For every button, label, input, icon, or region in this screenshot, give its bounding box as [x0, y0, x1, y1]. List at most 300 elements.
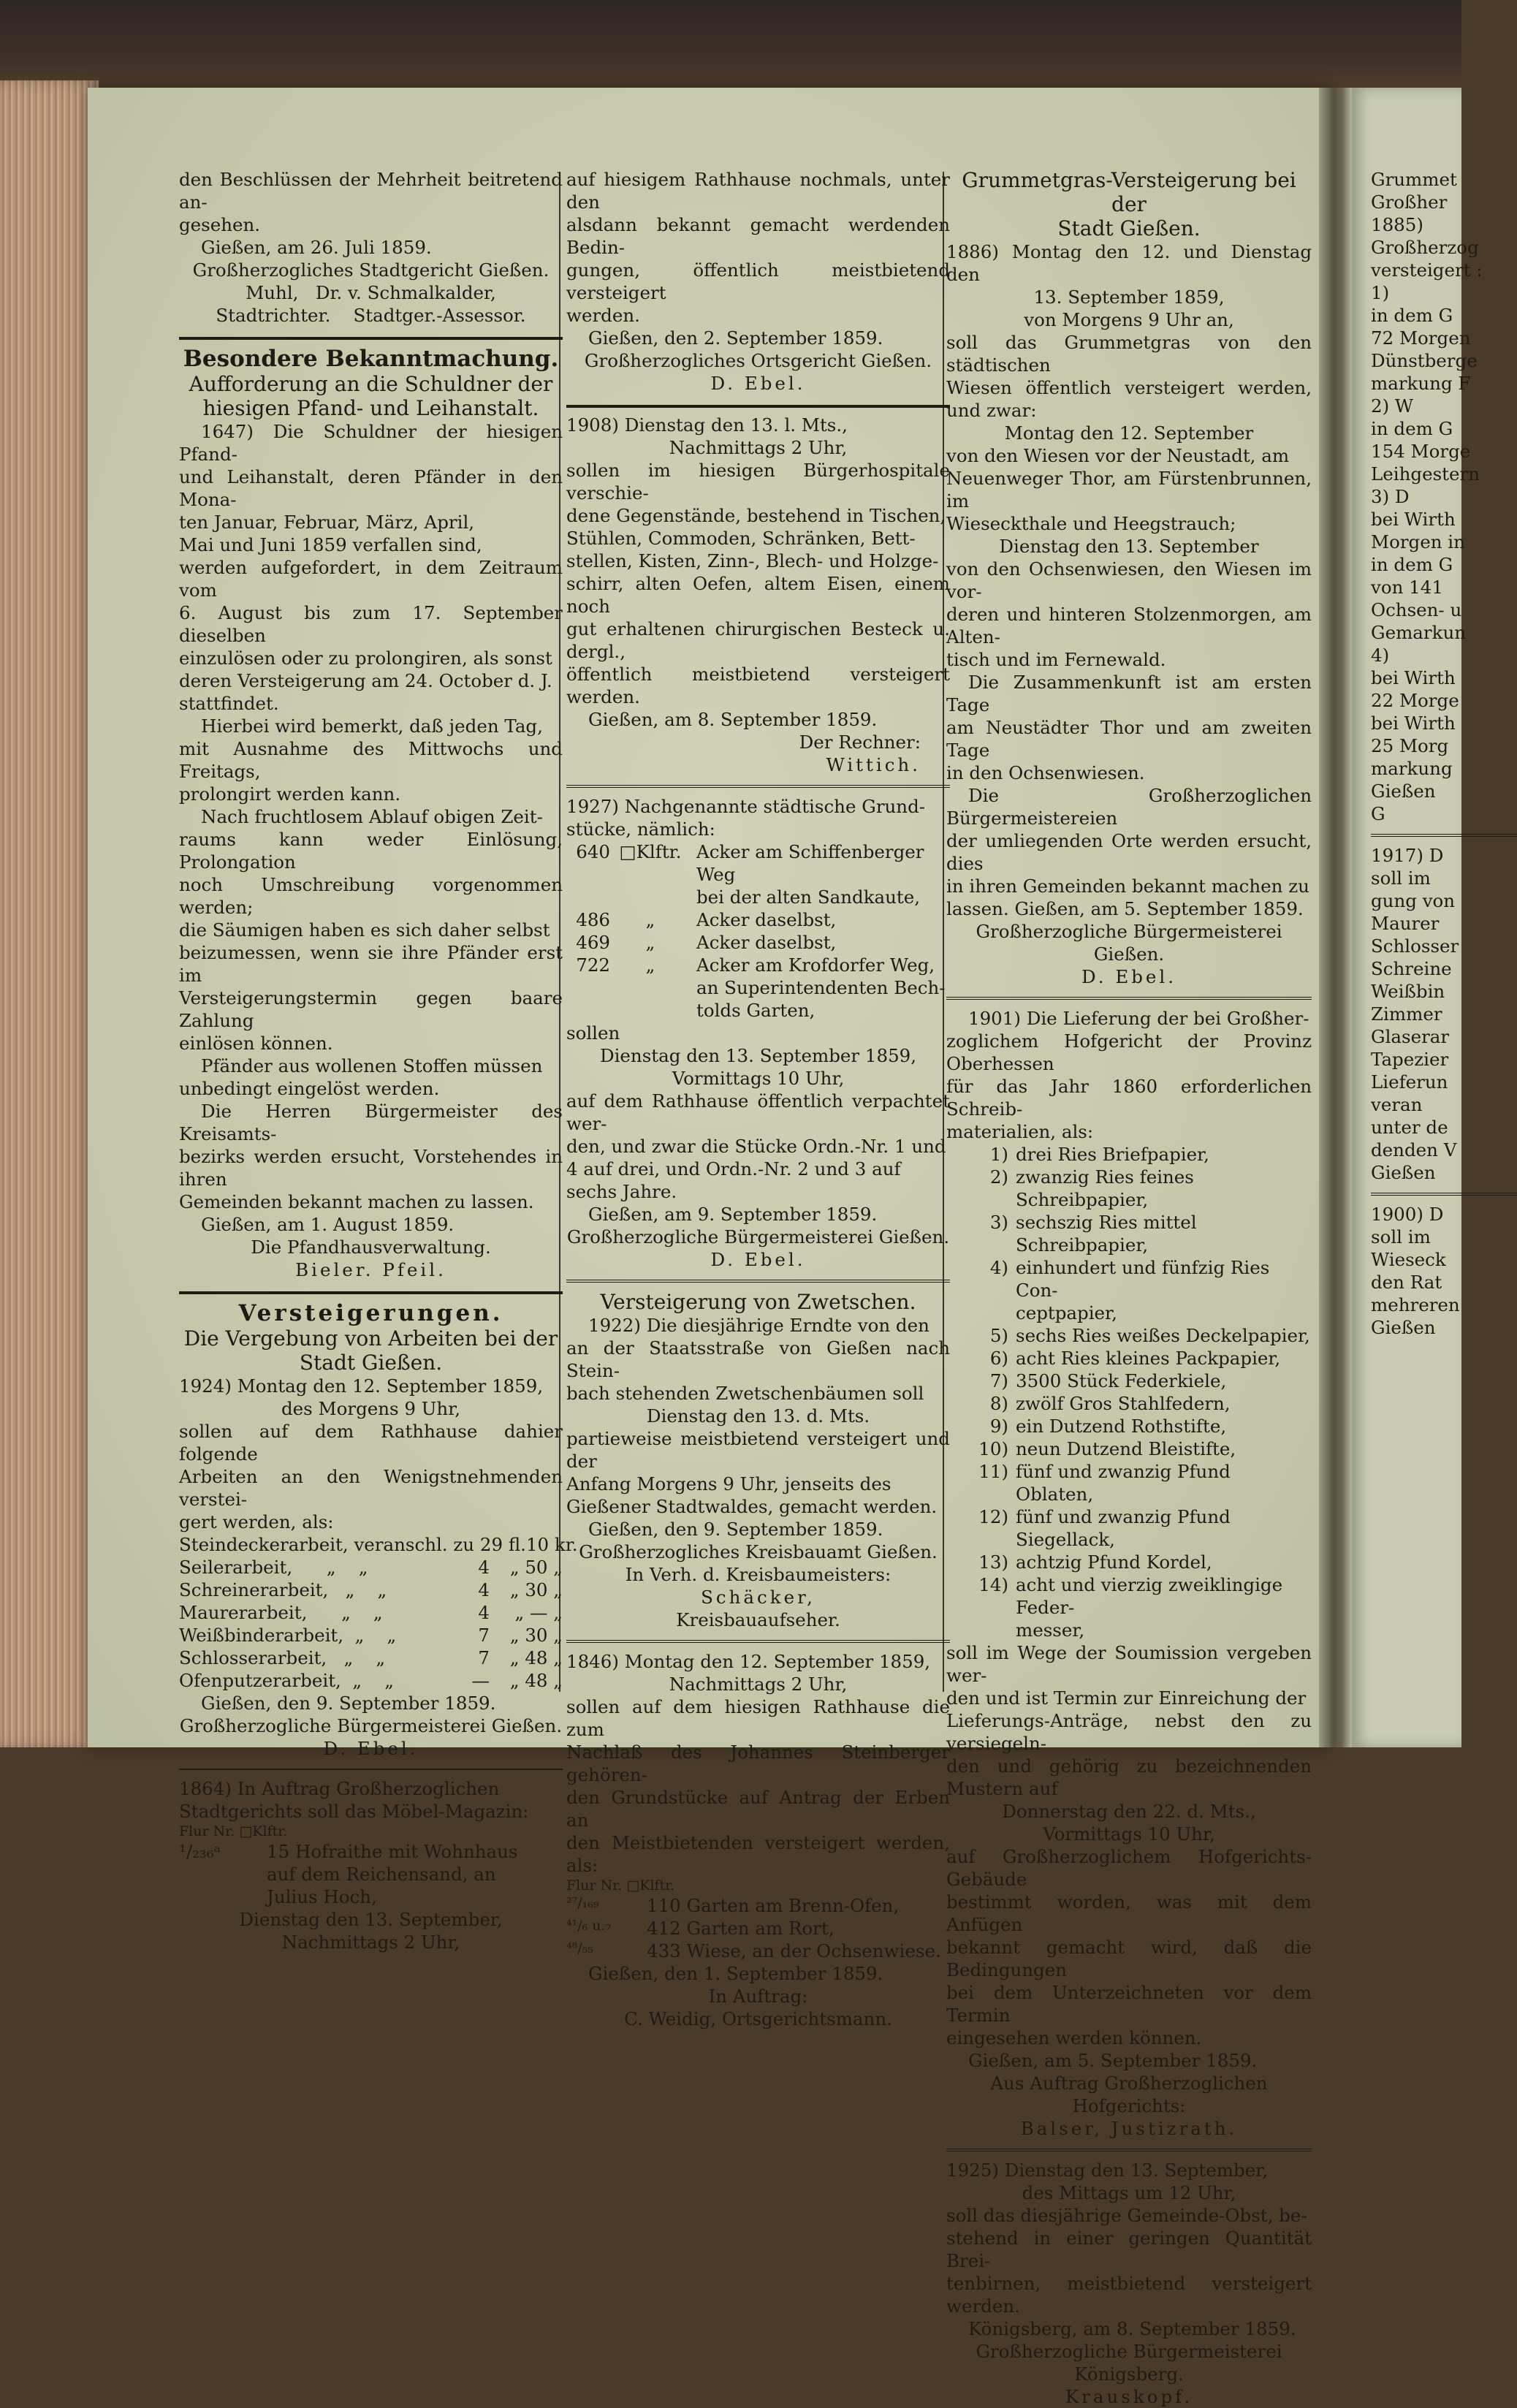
text-line: soll das diesjährige Gemeinde-Obst, be- — [946, 2205, 1307, 2226]
item-text: fünf und zwanzig Pfund Siegellack, — [1016, 1506, 1231, 1550]
text-line: in dem G — [1371, 305, 1453, 326]
text-line: Tapezier — [1371, 1049, 1449, 1070]
notice-time: Nachmittags 2 Uhr, — [669, 1674, 848, 1695]
signature: Balser, Justizrath. — [1020, 2118, 1238, 2139]
text-line: den, und zwar die Stücke Ordn.-Nr. 1 und — [566, 1136, 946, 1157]
notice-rule — [1371, 1193, 1517, 1196]
table-row — [179, 1601, 563, 1624]
place-date: Gießen, am 9. September 1859. — [588, 1204, 878, 1225]
issuer: Großherzogliche Bürgermeisterei Königsberg. — [976, 2341, 1282, 2385]
table-header: Flur Nr. □Klftr. — [566, 1877, 675, 1894]
list-item — [946, 1370, 1312, 1392]
text-line: 1901) Die Lieferung der bei Großher- — [968, 1008, 1309, 1029]
notice-number-line: 1924) Montag den 12. September 1859, — [179, 1375, 544, 1397]
list-item — [946, 1347, 1312, 1370]
text-line: gesehen. — [179, 214, 261, 235]
notice-time: von Morgens 9 Uhr an, — [1024, 309, 1234, 330]
notice-rule — [566, 1280, 950, 1283]
notice-date: Dienstag den 13. September — [999, 536, 1259, 557]
notice-rule — [1371, 834, 1517, 837]
plot-num: 722 — [576, 954, 610, 976]
notice-title: Stadt Gießen. — [1057, 216, 1201, 240]
issuer: Großherzogliches Ortsgericht Gießen. — [584, 350, 932, 371]
notice-number-line: 1846) Montag den 12. September 1859, — [566, 1651, 931, 1672]
item-number: 6) — [989, 1348, 1008, 1369]
section-heading: Versteigerungen. — [238, 1300, 503, 1326]
item-text: acht und vierzig zweiklingige Feder- — [1016, 1574, 1283, 1618]
text-line: deren Versteigerung am 24. October d. J. — [179, 670, 552, 691]
item-text: sechszig Ries mittel Schreibpapier, — [1016, 1212, 1197, 1256]
issuer: In Verh. d. Kreisbaumeisters: — [625, 1564, 891, 1585]
notice-rule — [946, 997, 1312, 1000]
text-line: stattfindet. — [179, 693, 279, 714]
text-line: versteigert : — [1371, 259, 1483, 281]
text-line: unbedingt eingelöst werden. — [179, 1078, 440, 1099]
issuer: Großherzogliche Bürgermeisterei Gießen. — [179, 1715, 563, 1736]
text-line: den Grundstücke auf Antrag der Erben an — [566, 1787, 950, 1831]
plot-number: ²⁷/₁₆₉ — [566, 1895, 599, 1911]
text-line: Wieseckthale und Heegstrauch; — [946, 513, 1236, 534]
issuer: Großherzogliches Stadtgericht Gießen. — [192, 259, 550, 281]
text-line: in dem G — [1371, 418, 1453, 439]
text-line: Stühlen, Commoden, Schränken, Bett- — [566, 528, 916, 549]
text-line: Mai und Juni 1859 verfallen sind, — [179, 534, 482, 555]
text-line: gung von — [1371, 890, 1456, 911]
list-item — [946, 1437, 1312, 1460]
table-cell: „ 30 „ — [509, 1625, 563, 1646]
place-date: Gießen, den 2. September 1859. — [588, 327, 883, 349]
text-line: den Rat — [1371, 1272, 1442, 1293]
text-line: einlösen können. — [179, 1033, 333, 1054]
plot-unit: □Klftr. — [619, 841, 682, 862]
text-line: bekannt gemacht wird, daß die Bedingungen — [946, 1937, 1312, 1980]
text-line: 3) D — [1371, 486, 1410, 507]
text-line: Hierbei wird bemerkt, daß jeden Tag, — [201, 715, 543, 737]
text-line: 4) — [1371, 645, 1390, 666]
plot-desc: bei der alten Sandkaute, — [696, 886, 921, 908]
text-line: Neuenweger Thor, am Fürstenbrunnen, im — [946, 468, 1312, 512]
section-heading: Besondere Bekanntmachung. — [183, 346, 559, 372]
book-edge-top — [0, 0, 1461, 80]
item-number: 4) — [989, 1257, 1008, 1278]
table-cell: „ 50 „ — [509, 1557, 563, 1578]
plot-desc: an Superintendenten Bech- — [696, 977, 946, 998]
table-cell: Maurerarbeit, „ „ — [179, 1602, 383, 1623]
notice-date: Donnerstag den 22. d. Mts., — [1002, 1801, 1256, 1822]
signature: Kreisbauaufseher. — [676, 1609, 840, 1630]
text-line: von den Wiesen vor der Neustadt, am — [946, 445, 1290, 466]
list-item — [566, 886, 950, 908]
text-line: für das Jahr 1860 erforderlichen Schreib- — [946, 1076, 1312, 1120]
notice-title: hiesigen Pfand- und Leihanstalt. — [202, 396, 539, 420]
text-line: Lieferun — [1371, 1071, 1448, 1093]
text-line: alsdann bekannt gemacht werdenden Bedin- — [566, 214, 950, 258]
text-line: gungen, öffentlich meistbietend versteigert — [566, 259, 950, 303]
text-line: Anfang Morgens 9 Uhr, jenseits des — [566, 1473, 891, 1494]
text-line: den und ist Termin zur Einreichung der — [946, 1687, 1307, 1709]
list-item — [946, 1302, 1312, 1324]
table-cell: „ — „ — [514, 1602, 563, 1623]
text-line: soll das Grummetgras von den städtischen — [946, 332, 1312, 376]
notice-rule — [179, 1769, 563, 1770]
item-number: 8) — [989, 1393, 1008, 1414]
notice-time: Nachmittags 2 Uhr, — [281, 1932, 460, 1953]
text-line: 72 Morgen — [1371, 327, 1471, 349]
text-line: in ihren Gemeinden bekannt machen zu — [946, 876, 1309, 897]
table-cell: 10 kr. — [525, 1534, 578, 1555]
text-line: G — [1371, 803, 1385, 824]
list-item — [566, 954, 950, 976]
table-cell: 4 — [478, 1602, 490, 1623]
text-line: raums kann weder Einlösung, Prolongation — [179, 829, 563, 873]
text-line: Schreine — [1371, 958, 1452, 979]
plot-entry — [179, 1840, 563, 1908]
list-item — [566, 931, 950, 954]
item-text: zwanzig Ries feines Schreibpapier, — [1016, 1166, 1194, 1210]
text-line: Arbeiten an den Wenigstnehmenden verstei- — [179, 1466, 563, 1510]
text-line: beizumessen, wenn sie ihre Pfänder erst im — [179, 942, 563, 986]
plot-num: 486 — [576, 909, 610, 930]
item-text: neun Dutzend Bleistifte, — [1016, 1438, 1236, 1459]
signature: Stadtrichter. Stadtger.-Assessor. — [216, 305, 526, 326]
text-line: in dem G — [1371, 554, 1453, 575]
plot-number: ¹/₂₃₆ᵃ — [179, 1841, 221, 1862]
item-text: messer, — [1016, 1619, 1085, 1641]
notice-date: Dienstag den 13. September, — [239, 1909, 503, 1930]
section-rule — [179, 337, 563, 340]
text-line: zoglichem Hofgericht der Provinz Oberhessen — [946, 1030, 1312, 1074]
item-number — [946, 1619, 1016, 1641]
text-line: den und gehörig zu bezeichnenden Mustern auf — [946, 1755, 1312, 1799]
item-number: 12) — [978, 1506, 1008, 1527]
notice-time: des Mittags um 12 Uhr, — [1022, 2182, 1236, 2203]
text-line: auf dem Rathhause öffentlich verpachtet wer- — [566, 1090, 950, 1134]
list-item — [946, 1415, 1312, 1437]
text-line: Zimmer — [1371, 1003, 1442, 1025]
plot-desc: 412 Garten am Rort, — [647, 1918, 834, 1939]
table-row — [179, 1624, 563, 1647]
list-item — [946, 1256, 1312, 1302]
text-line: stehend in einer geringen Quantität Brei- — [946, 2227, 1312, 2271]
table-cell: Weißbinderarbeit, „ „ — [179, 1625, 397, 1646]
plot-unit: „ — [645, 909, 655, 930]
text-line: Wieseck — [1371, 1249, 1446, 1270]
item-text: zwölf Gros Stahlfedern, — [1016, 1393, 1231, 1414]
text-line: 1885) — [1371, 214, 1423, 235]
table-cell: Schreinerarbeit, „ „ — [179, 1579, 387, 1600]
notice-title: Versteigerung von Zwetschen. — [600, 1290, 916, 1314]
table-row — [179, 1669, 563, 1692]
text-line: lassen. Gießen, am 5. September 1859. — [946, 898, 1304, 919]
issuer: Großherzogliche Bürgermeisterei Gießen. — [976, 921, 1282, 965]
list-item — [946, 1551, 1312, 1573]
item-text: acht Ries kleines Packpapier, — [1016, 1348, 1281, 1369]
text-line: Weißbin — [1371, 981, 1445, 1002]
table-row — [179, 1533, 578, 1556]
table-cell: „ 48 „ — [509, 1647, 563, 1668]
text-line: von den Ochsenwiesen, den Wiesen im vor- — [946, 558, 1312, 602]
text-line: an der Staatsstraße von Gießen nach Stein- — [566, 1337, 950, 1381]
text-line: 6. August bis zum 17. September dieselben — [179, 602, 563, 646]
list-item — [946, 1143, 1312, 1166]
plot-number: ⁴¹/₆ u.₇ — [566, 1918, 612, 1934]
text-line: Stadtgerichts soll das Möbel-Magazin: — [179, 1801, 529, 1822]
text-line: in den Ochsenwiesen. — [946, 762, 1145, 783]
list-item — [946, 1460, 1312, 1505]
list-item — [566, 908, 950, 931]
signature: D. Ebel. — [710, 1249, 806, 1270]
text-line: Gießen — [1371, 1317, 1436, 1338]
item-number — [946, 1302, 1016, 1324]
list-item — [946, 1324, 1312, 1347]
text-line: bei dem Unterzeichneten vor dem Termin — [946, 1982, 1312, 2026]
item-text: einhundert und fünfzig Ries Con- — [1016, 1257, 1270, 1301]
issuer: In Auftrag: — [708, 1986, 808, 2007]
text-line: 154 Morge — [1371, 441, 1471, 462]
text-line: soll im — [1371, 867, 1431, 889]
book-page-stack — [0, 80, 99, 1747]
text-line: sollen im hiesigen Bürgerhospitale verschie- — [566, 460, 950, 504]
table-row — [179, 1579, 563, 1601]
text-line: Großher — [1371, 191, 1448, 213]
text-line: Gießen — [1371, 780, 1436, 802]
place-date: Gießen, den 1. September 1859. — [588, 1963, 883, 1984]
text-line: ten Januar, Februar, März, April, — [179, 512, 475, 533]
text-line: Leihgestern — [1371, 463, 1480, 485]
notice-date: 13. September 1859, — [1033, 286, 1225, 308]
table-cell: 7 — [478, 1647, 490, 1668]
text-line: mit Ausnahme des Mittwochs und Freitags, — [179, 738, 563, 782]
text-line: Die Großherzoglichen Bürgermeistereien — [946, 785, 1312, 829]
text-line: Grummet — [1371, 169, 1457, 190]
table-cell: Ofenputzerarbeit, „ „ — [179, 1670, 394, 1691]
table-cell: — — [471, 1670, 490, 1691]
issuer: Die Pfandhausverwaltung. — [251, 1237, 491, 1258]
text-line: den Meistbietenden versteigert werden, als: — [566, 1832, 950, 1876]
item-text: drei Ries Briefpapier, — [1016, 1144, 1209, 1165]
item-number: 1) — [989, 1144, 1008, 1165]
text-line: Großherzog — [1371, 237, 1479, 258]
notice-number-line: 1864) In Auftrag Großherzoglichen — [179, 1778, 500, 1799]
plot-desc: Acker daselbst, — [696, 932, 837, 953]
item-number: 9) — [989, 1416, 1008, 1437]
place-date: Gießen, den 9. September 1859. — [588, 1519, 883, 1540]
book-gutter — [1319, 88, 1352, 1747]
signature: D. Ebel. — [1081, 966, 1177, 987]
text-line: Maurer — [1371, 913, 1440, 934]
column-2 — [566, 168, 950, 2030]
text-line: werden. — [566, 305, 640, 326]
table-header: Flur Nr. □Klftr. — [179, 1823, 288, 1839]
plot-unit — [610, 976, 691, 999]
place-date: Königsberg, am 8. September 1859. — [968, 2318, 1296, 2339]
text-line: bei Wirth — [1371, 713, 1456, 734]
text-line: prolongirt werden kann. — [179, 783, 401, 805]
item-text: ein Dutzend Rothstifte, — [1016, 1416, 1227, 1437]
item-number: 7) — [989, 1370, 1008, 1391]
text-line: auf dem Reichensand, an — [267, 1864, 496, 1885]
text-line: Wiesen öffentlich versteigert werden, und zwar: — [946, 377, 1312, 421]
text-line: der umliegenden Orte werden ersucht, dies — [946, 830, 1312, 874]
notice-date: Dienstag den 13. September 1859, — [599, 1045, 917, 1066]
text-line: Gießener Stadtwaldes, gemacht werden. — [566, 1496, 938, 1517]
plot-desc: Acker daselbst, — [696, 909, 837, 930]
section-rule — [566, 405, 950, 408]
notice-time: des Morgens 9 Uhr, — [281, 1398, 461, 1419]
notice-time: Nachmittags 2 Uhr, — [669, 437, 848, 458]
text-line: Glaserar — [1371, 1026, 1450, 1047]
text-line: 25 Morg — [1371, 735, 1449, 756]
table-cell: „ 48 „ — [509, 1670, 563, 1691]
text-line: bestimmt worden, was mit dem Anfügen — [946, 1891, 1312, 1935]
plot-desc: 433 Wiese, an der Ochsenwiese. — [647, 1940, 941, 1961]
issuer: Großherzogliches Kreisbauamt Gießen. — [579, 1541, 938, 1562]
list-item — [566, 976, 950, 999]
plot-unit — [610, 886, 691, 908]
issuer: Aus Auftrag Großherzoglichen Hofgerichts: — [990, 2073, 1268, 2116]
signature: Schäcker, — [701, 1587, 815, 1608]
notice-number-line: 1886) Montag den 12. und Dienstag den — [946, 241, 1312, 285]
text-line: werden aufgefordert, in dem Zeitraum vom — [179, 557, 563, 601]
text-line: auf Großherzoglichem Hofgerichts-Gebäude — [946, 1846, 1312, 1890]
text-line: 22 Morge — [1371, 690, 1459, 711]
plot-number: ⁴⁸/₅₅ — [566, 1940, 593, 1956]
text-line: und Leihanstalt, deren Pfänder in den Mona- — [179, 466, 563, 510]
text-line: gert werden, als: — [179, 1511, 334, 1532]
plot-num: 469 — [576, 932, 610, 953]
text-line: Gemarkun — [1371, 622, 1467, 643]
text-line: Die Herren Bürgermeister des Kreisamts- — [179, 1101, 563, 1144]
place-date: Gießen, am 5. September 1859. — [968, 2050, 1258, 2071]
text-line: sollen auf dem Rathhause dahier folgende — [179, 1421, 563, 1465]
text-line: 2) W — [1371, 395, 1414, 417]
issuer: Der Rechner: — [799, 732, 921, 753]
text-line: markung — [1371, 758, 1453, 779]
item-text: fünf und zwanzig Pfund Oblaten, — [1016, 1461, 1231, 1505]
notice-time: Vormittags 10 Uhr, — [1043, 1823, 1215, 1845]
text-line: Dünstberge — [1371, 350, 1478, 371]
column-4-cropped — [1371, 168, 1483, 1339]
list-item — [946, 1392, 1312, 1415]
plot-desc: tolds Garten, — [696, 1000, 815, 1021]
text-line: Nach fruchtlosem Ablauf obigen Zeit- — [201, 806, 543, 827]
notice-rule — [946, 2149, 1312, 2151]
table-cell: Schlosserarbeit, „ „ — [179, 1647, 386, 1668]
signature: D. Ebel. — [710, 373, 806, 394]
notice-rule — [566, 1640, 950, 1643]
text-line: veran — [1371, 1094, 1423, 1115]
text-line: 1647) Die Schuldner der hiesigen Pfand- — [179, 421, 563, 465]
place-date: Gießen, den 9. September 1859. — [201, 1693, 496, 1714]
item-number: 3) — [989, 1212, 1008, 1233]
plot-unit: „ — [645, 932, 655, 953]
item-number: 11) — [978, 1461, 1008, 1482]
text-line: 1) — [1371, 282, 1390, 303]
list-item — [566, 999, 950, 1022]
signature: Muhl, Dr. v. Schmalkalder, — [246, 282, 496, 303]
text-line: Ochsen- u — [1371, 599, 1462, 620]
text-line: stellen, Kisten, Zinn-, Blech- und Holzge- — [566, 550, 939, 571]
table-cell: Steindeckerarbeit, veranschl. zu 29 fl. — [179, 1534, 526, 1555]
notice-time: Vormittags 10 Uhr, — [672, 1068, 845, 1089]
signature: Wittich. — [826, 754, 921, 775]
notice-number-line: 1925) Dienstag den 13. September, — [946, 2160, 1268, 2181]
item-text: 3500 Stück Federkiele, — [1016, 1370, 1227, 1391]
item-number: 2) — [989, 1166, 1008, 1188]
text-line: auf hiesigem Rathhause nochmals, unter den — [566, 169, 950, 213]
list-item — [566, 1917, 950, 1940]
place-date: Gießen, am 1. August 1859. — [201, 1214, 455, 1235]
text-line: die Säumigen haben es sich daher selbst — [179, 919, 550, 941]
column-1 — [179, 168, 578, 1953]
text-line: schirr, alten Oefen, altem Eisen, einem noch — [566, 573, 950, 617]
section-rule — [179, 1291, 563, 1294]
text-line: den Beschlüssen der Mehrheit beitretend an- — [179, 169, 563, 213]
text-line: Morgen in — [1371, 531, 1465, 552]
item-text: achtzig Pfund Kordel, — [1016, 1551, 1212, 1573]
notice-number-line: 1908) Dienstag den 13. l. Mts., — [566, 414, 848, 436]
text-line: Nachlaß des Johannes Steinberger gehören- — [566, 1742, 950, 1785]
text-line: bei Wirth — [1371, 667, 1456, 688]
text-line: stücke, nämlich: — [566, 819, 715, 840]
text-line: materialien, als: — [946, 1121, 1094, 1142]
plot-num — [566, 999, 610, 1022]
plot-unit — [610, 999, 691, 1022]
text-line: tenbirnen, meistbietend versteigert werden. — [946, 2273, 1312, 2317]
plot-num — [566, 886, 610, 908]
plot-desc: Acker am Schiffenberger Weg — [696, 841, 924, 885]
plot-desc: Acker am Krofdorfer Weg, — [696, 954, 935, 976]
text-line: eingesehen werden können. — [946, 2027, 1202, 2048]
text-line: Julius Hoch, — [267, 1886, 377, 1907]
table-cell: „ 30 „ — [509, 1579, 563, 1600]
text-line: bei Wirth — [1371, 509, 1456, 530]
item-number: 5) — [989, 1325, 1008, 1346]
table-row — [179, 1556, 563, 1579]
item-text: ceptpapier, — [1016, 1302, 1117, 1323]
list-item — [566, 1940, 950, 1962]
plot-num: 640 — [576, 841, 610, 862]
text-line: Versteigerungstermin gegen baare Zahlung — [179, 987, 563, 1031]
table-row — [179, 1647, 563, 1669]
notice-date: Dienstag den 13. d. Mts. — [646, 1405, 870, 1427]
list-item — [566, 840, 950, 886]
text-line: partieweise meistbietend versteigert und der — [566, 1428, 950, 1472]
issuer: Großherzogliche Bürgermeisterei Gießen. — [566, 1226, 950, 1247]
notice-title: Grummetgras-Versteigerung bei der — [962, 168, 1296, 216]
signature: C. Weidig, Ortsgerichtsmann. — [624, 2008, 892, 2029]
plot-unit: „ — [645, 954, 655, 976]
column-3 — [946, 168, 1312, 2408]
text-line: 15 Hofraithe mit Wohnhaus — [267, 1841, 518, 1862]
text-line: einzulösen oder zu prolongiren, als sonst — [179, 647, 552, 669]
item-number: 10) — [978, 1438, 1008, 1459]
table-cell: 4 — [478, 1579, 490, 1600]
text-line: bach stehenden Zwetschenbäumen soll — [566, 1383, 924, 1404]
table-cell: 7 — [478, 1625, 490, 1646]
list-item — [566, 1894, 950, 1917]
text-line: 1917) D — [1371, 845, 1444, 866]
plot-desc: 110 Garten am Brenn-Ofen, — [647, 1895, 900, 1916]
text-line: tisch und im Fernewald. — [946, 649, 1166, 670]
notice-title: Stadt Gießen. — [299, 1351, 443, 1375]
text-line: Gemeinden bekannt machen zu lassen. — [179, 1191, 534, 1212]
text-line: Schlosser — [1371, 935, 1459, 957]
text-line: markung F — [1371, 373, 1471, 394]
list-item — [946, 1573, 1312, 1619]
table-cell: Seilerarbeit, „ „ — [179, 1557, 368, 1578]
notice-date: Montag den 12. September — [1004, 422, 1254, 444]
